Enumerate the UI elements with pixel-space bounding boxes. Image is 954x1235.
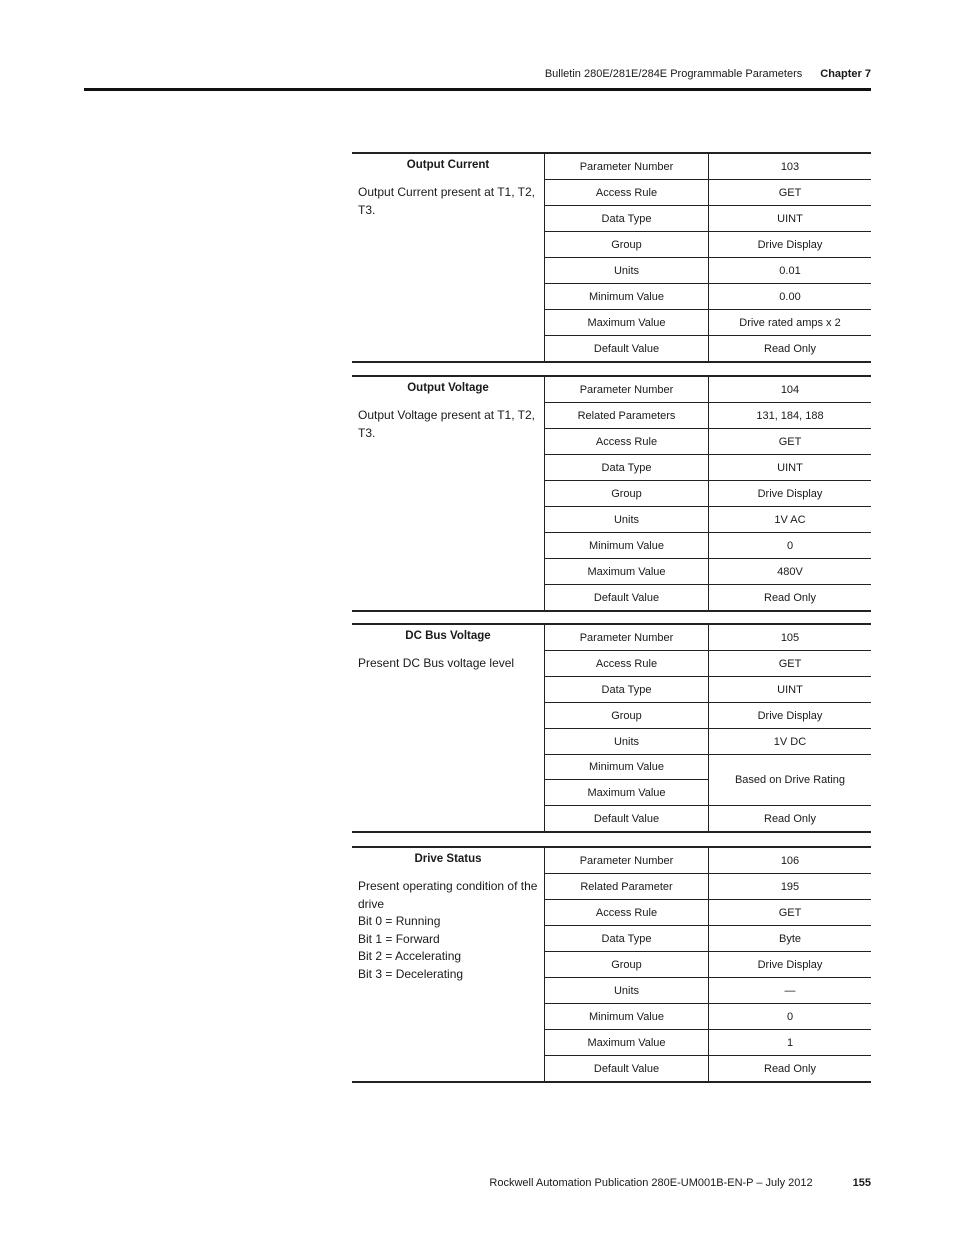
table-row: [545, 978, 871, 1004]
attribute-name: Parameter Number: [545, 377, 709, 402]
parameter-table: [352, 152, 871, 363]
parameter-table: [352, 375, 871, 612]
table-row: [545, 336, 871, 361]
page-number: 155: [852, 1177, 871, 1189]
attribute-value: GET: [778, 435, 802, 448]
parameter-title: Drive Status: [414, 853, 482, 865]
attribute-value: GET: [778, 657, 802, 670]
table-row: [545, 559, 871, 585]
attribute-value: 105: [780, 631, 800, 644]
attribute-name: Maximum Value: [545, 310, 709, 335]
attribute-value: GET: [778, 186, 802, 199]
attribute-value: 104: [780, 383, 800, 396]
attribute-name: Units: [545, 978, 709, 1003]
table-row: [545, 1056, 871, 1081]
parameter-attributes: [545, 377, 871, 610]
attribute-name: Maximum Value: [545, 1030, 709, 1055]
parameter-description: [352, 848, 545, 1081]
parameter-attributes: [545, 625, 871, 831]
table-row: [545, 455, 871, 481]
attribute-name: Group: [545, 952, 709, 977]
parameter-title: DC Bus Voltage: [405, 630, 491, 642]
attribute-name: Default Value: [545, 806, 709, 831]
parameter-description: [352, 154, 545, 361]
table-row: [545, 258, 871, 284]
attribute-value: 131, 184, 188: [756, 409, 824, 422]
table-row: [545, 677, 871, 703]
attribute-value: UINT: [777, 212, 803, 225]
attribute-name: Default Value: [545, 336, 709, 361]
table-row: [545, 377, 871, 403]
footer-publication: Rockwell Automation Publication 280E-UM001B-EN-P – July 2012: [489, 1177, 813, 1189]
parameter-description-text: Output Voltage present at T1, T2, T3.: [358, 408, 536, 440]
parameter-attributes: [545, 848, 871, 1081]
attribute-value: Byte: [778, 932, 801, 945]
attribute-name: Maximum Value: [587, 786, 666, 799]
header-title: Bulletin 280E/281E/284E Programmable Parameters: [544, 68, 803, 80]
table-row: [545, 206, 871, 232]
parameter-table: [352, 846, 871, 1083]
attribute-value: UINT: [777, 461, 803, 474]
parameter-table: [352, 623, 871, 833]
attribute-value: Drive Display: [757, 958, 823, 971]
attribute-value: 1V DC: [773, 735, 807, 748]
attribute-name: Minimum Value: [545, 755, 708, 780]
parameter-description: [352, 625, 545, 831]
parameter-title: Output Voltage: [407, 382, 489, 394]
attribute-value: 103: [780, 160, 800, 173]
attribute-name: Data Type: [545, 455, 709, 480]
attribute-value: GET: [778, 906, 802, 919]
parameter-description-text: Present operating condition of the drive Bit 0 = Running Bit 1 = Forward Bit 2 = Accelerating Bit 3 = Decelerating: [358, 879, 538, 981]
attribute-value: Based on Drive Rating: [734, 774, 846, 786]
attribute-value: Read Only: [764, 812, 816, 825]
attribute-name: Related Parameters: [545, 403, 709, 428]
table-row: [545, 703, 871, 729]
header-rule: [84, 88, 871, 91]
attribute-name: Units: [545, 729, 709, 754]
table-row: [545, 284, 871, 310]
attribute-name: Related Parameter: [545, 874, 709, 899]
attribute-name: Parameter Number: [545, 154, 709, 179]
table-row-merged: [545, 755, 871, 806]
attribute-name: Access Rule: [545, 651, 709, 676]
table-row: [545, 1030, 871, 1056]
table-row: [545, 232, 871, 258]
table-row: [545, 874, 871, 900]
attribute-value: Drive Display: [757, 487, 823, 500]
attribute-name: Group: [545, 703, 709, 728]
parameter-description-text: Output Current present at T1, T2, T3.: [358, 185, 535, 217]
attribute-value: —: [784, 984, 796, 997]
table-row: [545, 651, 871, 677]
attribute-name: Minimum Value: [545, 1004, 709, 1029]
attribute-value: 480V: [777, 565, 803, 578]
attribute-name: Access Rule: [545, 180, 709, 205]
table-row: [545, 481, 871, 507]
table-row: [545, 625, 871, 651]
attribute-name: Minimum Value: [545, 284, 709, 309]
attribute-name: Data Type: [545, 677, 709, 702]
page-footer: [84, 1175, 871, 1191]
attribute-value: Drive Display: [757, 709, 823, 722]
table-row: [545, 926, 871, 952]
attribute-value: 106: [780, 854, 800, 867]
table-row: [545, 403, 871, 429]
attribute-name: Units: [545, 507, 709, 532]
table-row: [545, 585, 871, 610]
table-row: [545, 507, 871, 533]
attribute-name: Access Rule: [545, 429, 709, 454]
header-chapter: Chapter 7: [820, 68, 871, 80]
attribute-value: Read Only: [764, 342, 816, 355]
attribute-name: Group: [545, 481, 709, 506]
attribute-name: Parameter Number: [545, 848, 709, 873]
attribute-value: 195: [780, 880, 800, 893]
page-header: [84, 66, 871, 82]
attribute-value: UINT: [777, 683, 803, 696]
attribute-value: 0: [786, 1010, 794, 1023]
attribute-value: 0: [786, 539, 794, 552]
attribute-value: Read Only: [764, 1062, 816, 1075]
attribute-name: Data Type: [545, 206, 709, 231]
attribute-name: Group: [545, 232, 709, 257]
attribute-name: Default Value: [545, 1056, 709, 1081]
attribute-value: Drive rated amps x 2: [739, 316, 841, 329]
attribute-name: Units: [545, 258, 709, 283]
attribute-name: Default Value: [545, 585, 709, 610]
table-row: [545, 806, 871, 831]
parameter-title: Output Current: [406, 159, 490, 171]
parameter-description-text: Present DC Bus voltage level: [358, 656, 515, 670]
attribute-value: 0.01: [779, 264, 801, 277]
attribute-name: Parameter Number: [545, 625, 709, 650]
table-row: [545, 1004, 871, 1030]
parameter-description: [352, 377, 545, 610]
table-row: [545, 900, 871, 926]
attribute-name: Data Type: [545, 926, 709, 951]
table-row: [545, 429, 871, 455]
attribute-name: Minimum Value: [545, 533, 709, 558]
attribute-name: Maximum Value: [545, 559, 709, 584]
table-row: [545, 154, 871, 180]
attribute-value: 1: [786, 1036, 794, 1049]
attribute-value: 1V AC: [774, 513, 806, 526]
table-row: [545, 729, 871, 755]
attribute-value: Read Only: [764, 591, 816, 604]
table-row: [545, 533, 871, 559]
attribute-value: 0.00: [779, 290, 801, 303]
table-row: [545, 310, 871, 336]
attribute-value: Drive Display: [757, 238, 823, 251]
table-row: [545, 848, 871, 874]
table-row: [545, 180, 871, 206]
parameter-attributes: [545, 154, 871, 361]
attribute-name: Access Rule: [545, 900, 709, 925]
table-row: [545, 952, 871, 978]
